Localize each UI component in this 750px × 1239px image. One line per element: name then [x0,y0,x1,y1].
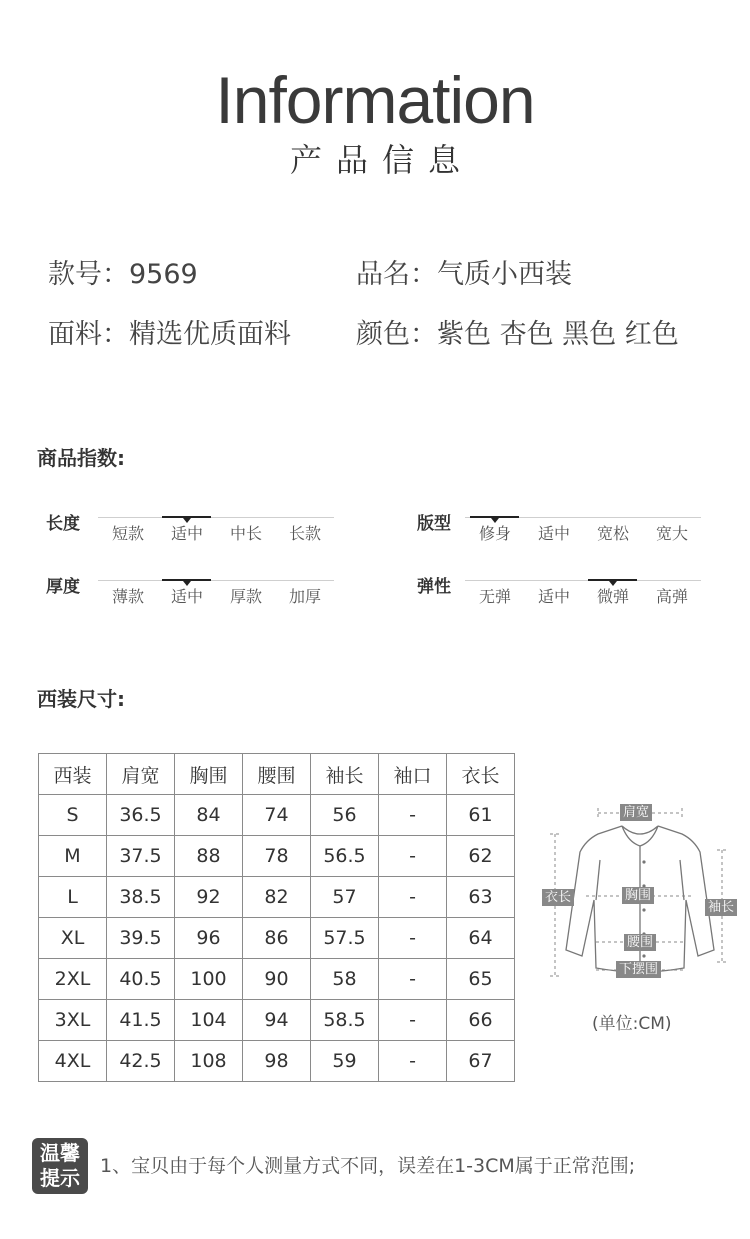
size-title: 西装尺寸: [37,687,125,711]
size-cell: 88 [175,836,243,877]
size-cell: 108 [175,1041,243,1082]
index-option: 长款 [288,524,321,543]
fabric: 面料：精选优质面料 [48,319,291,350]
size-cell: 90 [243,959,311,1000]
size-cell: 56.5 [311,836,379,877]
tips-badge [32,1138,88,1194]
label-chest: 胸围 [622,887,654,904]
size-header-cell: 袖口 [379,754,447,795]
size-header-cell: 肩宽 [107,754,175,795]
index-option: 厚款 [229,587,262,606]
size-cell: 57.5 [311,918,379,959]
size-cell: - [379,795,447,836]
index-option: 适中 [170,524,203,543]
size-cell: 66 [447,1000,515,1041]
size-header-cell: 西装 [39,754,107,795]
index-label: 弹性 [417,577,451,597]
index-track [465,580,701,581]
size-cell: - [379,959,447,1000]
size-row [39,836,515,877]
index-label: 长度 [46,514,80,534]
index-track [98,517,334,518]
size-cell: 98 [243,1041,311,1082]
index-option: 微弹 [596,587,629,606]
indices-title: 商品指数: [37,446,125,470]
size-row [39,918,515,959]
size-cell: - [379,877,447,918]
style-number: 款号：9569 [48,259,198,290]
size-cell: 78 [243,836,311,877]
size-cell: 56 [311,795,379,836]
index-option: 适中 [537,524,570,543]
size-cell: M [39,836,107,877]
label-waist: 腰围 [624,934,656,951]
size-header-cell: 胸围 [175,754,243,795]
size-cell: 2XL [39,959,107,1000]
label-hem: 下摆围 [616,961,661,978]
index-label: 版型 [417,514,451,534]
size-cell: - [379,1041,447,1082]
size-cell: 38.5 [107,877,175,918]
index-option: 薄款 [111,587,144,606]
size-table-header [39,754,515,795]
size-cell: 104 [175,1000,243,1041]
size-cell: 82 [243,877,311,918]
unit-note: (单位:CM) [592,1014,672,1034]
size-row [39,1000,515,1041]
size-cell: 36.5 [107,795,175,836]
index-option: 宽大 [655,524,688,543]
colors: 颜色：紫色 杏色 黑色 红色 [356,319,679,350]
index-option: 适中 [170,587,203,606]
size-cell: - [379,918,447,959]
size-table [38,753,515,1082]
size-cell: S [39,795,107,836]
size-cell: 62 [447,836,515,877]
size-cell: 100 [175,959,243,1000]
size-row [39,1041,515,1082]
index-option: 加厚 [288,587,321,606]
size-row [39,877,515,918]
size-header-cell: 腰围 [243,754,311,795]
size-cell: 65 [447,959,515,1000]
size-cell: 42.5 [107,1041,175,1082]
page-title: Information [215,63,535,137]
index-track [98,580,334,581]
size-cell: 61 [447,795,515,836]
tips-badge-line2: 提示 [40,1166,80,1190]
label-length: 衣长 [542,889,574,906]
size-cell: 4XL [39,1041,107,1082]
size-cell: 3XL [39,1000,107,1041]
size-cell: 37.5 [107,836,175,877]
size-header-cell: 衣长 [447,754,515,795]
index-option: 修身 [478,524,511,543]
size-cell: 40.5 [107,959,175,1000]
size-cell: 86 [243,918,311,959]
size-cell: 39.5 [107,918,175,959]
index-option: 短款 [111,524,144,543]
size-cell: 74 [243,795,311,836]
size-row [39,959,515,1000]
size-cell: - [379,1000,447,1041]
size-cell: 41.5 [107,1000,175,1041]
size-cell: 67 [447,1041,515,1082]
size-cell: L [39,877,107,918]
index-label: 厚度 [46,577,80,597]
index-option: 高弹 [655,587,688,606]
size-table-body [39,795,515,1082]
size-row [39,795,515,836]
index-option: 中长 [229,524,262,543]
tips-text: 1、宝贝由于每个人测量方式不同，误差在1-3CM属于正常范围; [100,1155,636,1177]
size-cell: 96 [175,918,243,959]
size-cell: 92 [175,877,243,918]
label-sleeve: 袖长 [705,899,737,916]
size-cell: 63 [447,877,515,918]
size-cell: XL [39,918,107,959]
size-cell: 84 [175,795,243,836]
size-cell: 64 [447,918,515,959]
page-subtitle: 产品信息 [289,141,474,179]
size-cell: 58.5 [311,1000,379,1041]
index-option: 宽松 [596,524,629,543]
label-shoulder: 肩宽 [620,804,652,821]
index-option: 适中 [537,587,570,606]
product-name: 品名：气质小西装 [356,259,572,290]
size-cell: 58 [311,959,379,1000]
tips-badge-line1: 温馨 [40,1141,80,1165]
size-cell: - [379,836,447,877]
index-option: 无弹 [478,587,511,606]
size-cell: 59 [311,1041,379,1082]
size-header-cell: 袖长 [311,754,379,795]
size-cell: 57 [311,877,379,918]
size-cell: 94 [243,1000,311,1041]
